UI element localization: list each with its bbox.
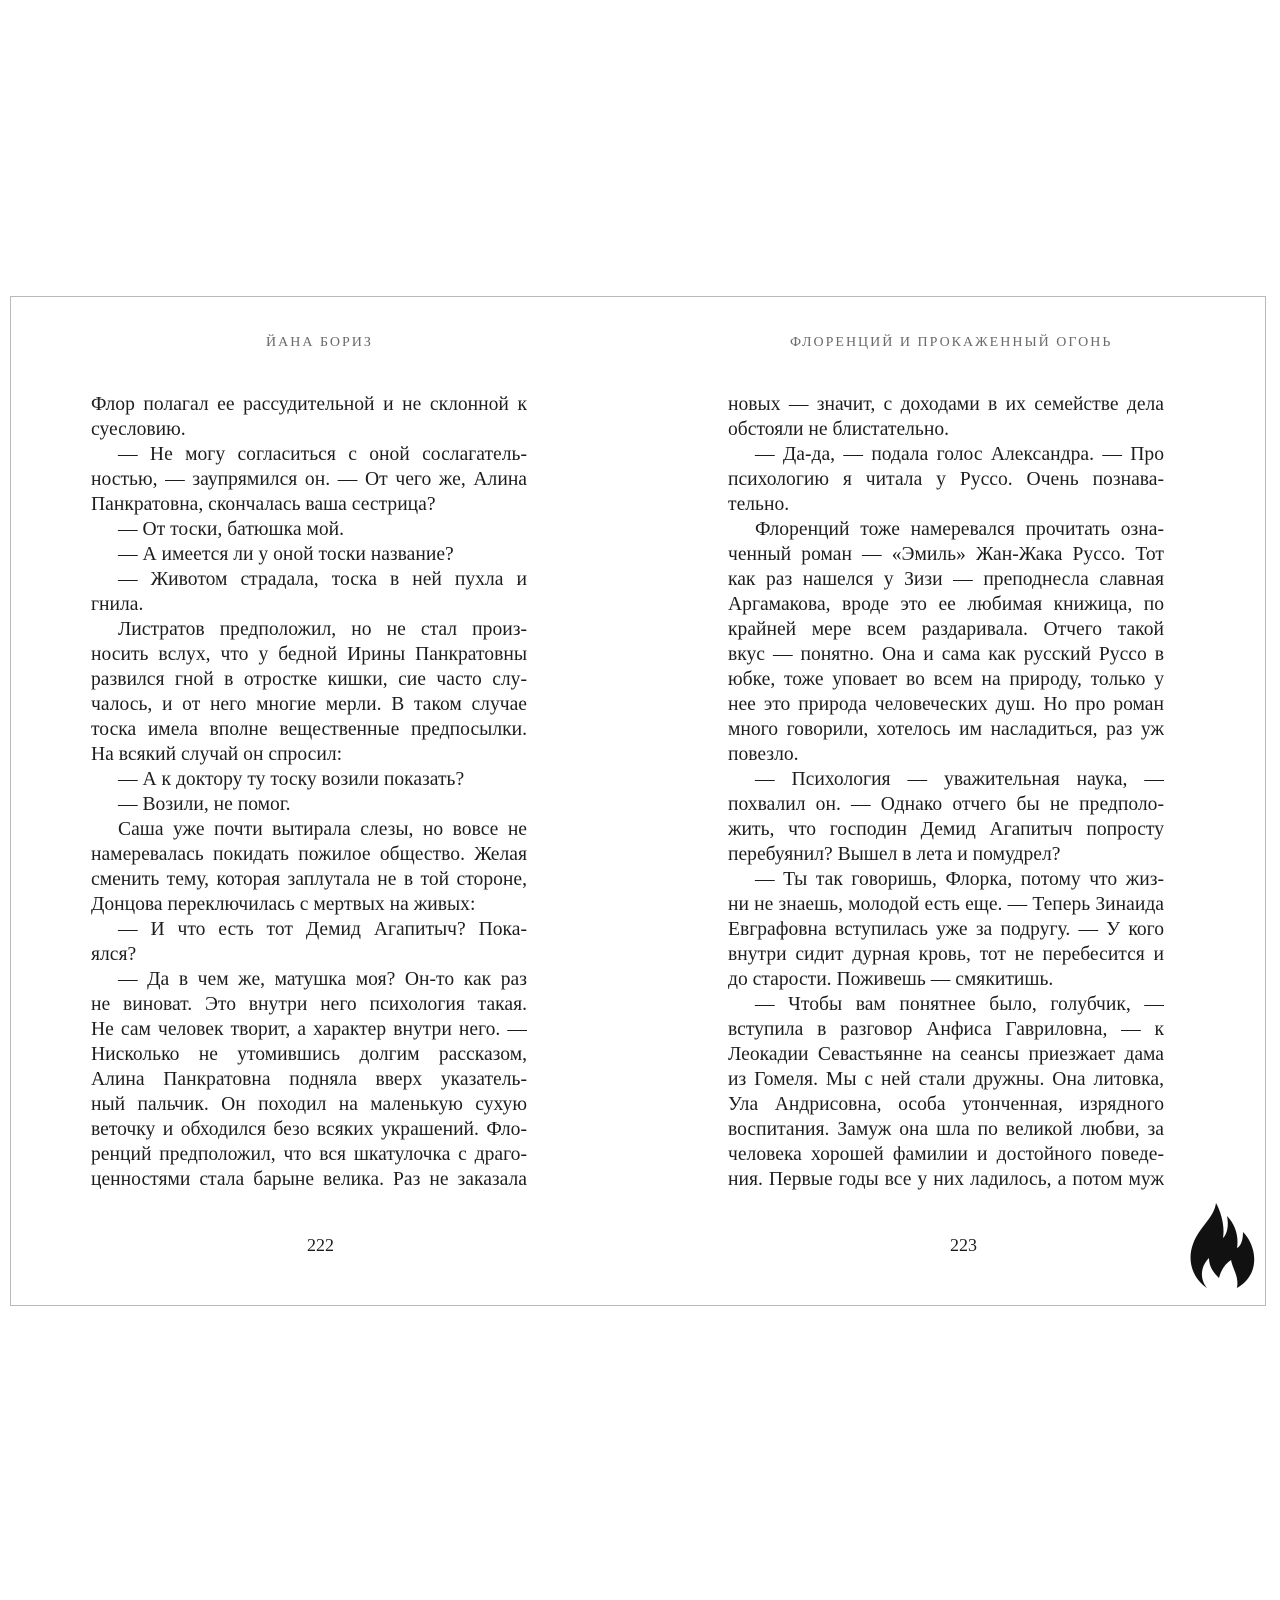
text-line: — Чтобы вам понятнее было, голубчик, — — [755, 994, 1164, 1015]
right-page-number: 223 — [950, 1235, 977, 1255]
text-line: Флор полагал ее рассудительной и не склонной к — [91, 394, 527, 415]
right-page-text — [728, 392, 1164, 1192]
text-line: Леокадии Севастьянне на сеансы приезжает дама — [728, 1044, 1164, 1065]
text-line: чалось, и от него многие мерли. В таком случае — [91, 694, 527, 715]
text-line: Евграфовна вступилась уже за подругу. — У кого — [728, 919, 1164, 940]
text-line: веточку и обходился безо всяких украшений. Фло- — [91, 1119, 527, 1140]
text-line: — Да в чем же, матушка моя? Он-то как раз — [118, 969, 527, 990]
text-line: — Животом страдала, тоска в ней пухла и — [118, 569, 527, 590]
text-line: Алина Панкратовна подняла вверх указатель- — [91, 1069, 527, 1090]
text-line: Флоренций тоже намеревался прочитать озна- — [755, 519, 1164, 540]
text-line: — И что есть тот Демид Агапитыч? Пока- — [118, 919, 527, 940]
text-line: ценностями стала барыне велика. Раз не заказала — [91, 1169, 527, 1190]
text-line: крайней мере всем раздаривала. Отчего такой — [728, 619, 1164, 640]
text-line: ченный роман — «Эмиль» Жан-Жака Руссо. Тот — [728, 544, 1164, 565]
text-line: вкус — понятно. Она и сама как русский Руссо в — [728, 644, 1164, 665]
text-line: ялся? — [91, 944, 137, 965]
text-line: суесловию. — [91, 419, 186, 440]
text-line: тоска имела вполне вещественные предпосылки. — [91, 719, 527, 740]
text-line: внутри сидит дурная кровь, тот не перебесится и — [728, 944, 1164, 965]
text-line: сменить тему, которая заплутала не в той стороне, — [91, 869, 527, 890]
text-line: носить вслух, что у бедной Ирины Панкратовны — [91, 644, 527, 665]
text-line: ния. Первые годы все у них ладилось, а потом муж — [728, 1169, 1164, 1190]
text-line: много говорили, хотелось им насладиться, раз уж — [728, 719, 1164, 740]
left-running-head: ЙАНА БОРИЗ — [266, 335, 373, 350]
text-line: ренций предположил, что вся шкатулочка с драго- — [91, 1144, 527, 1165]
text-line: повезло. — [728, 744, 799, 765]
text-line: из Гомеля. Мы с ней стали дружны. Она литовка, — [728, 1069, 1164, 1090]
text-line: — От тоски, батюшка мой. — [118, 519, 345, 540]
flame-icon — [1185, 1200, 1261, 1296]
text-line: психологию я читала у Руссо. Очень познава- — [728, 469, 1164, 490]
text-line: — Ты так говоришь, Флорка, потому что жиз- — [755, 869, 1164, 890]
text-line: тельно. — [728, 494, 790, 515]
text-line: до старости. Поживешь — смякитишь. — [728, 969, 1054, 990]
text-line: ный пальчик. Он походил на маленькую сухую — [91, 1094, 527, 1115]
text-line: — Возили, не помог. — [118, 794, 291, 815]
text-line: обстояли не блистательно. — [728, 419, 950, 440]
text-line: перебуянил? Вышел в лета и помудрел? — [728, 844, 1061, 865]
text-line: вступила в разговор Анфиса Гавриловна, — к — [728, 1019, 1164, 1040]
text-line: На всякий случай он спросил: — [91, 744, 343, 765]
text-line: — Не могу согласиться с оной сослагатель- — [118, 444, 527, 465]
right-running-head: ФЛОРЕНЦИЙ И ПРОКАЖЕННЫЙ ОГОНЬ — [790, 335, 1113, 350]
text-line: нее это природа человеческих душ. Но про роман — [728, 694, 1164, 715]
text-line: не виноват. Это внутри него психология такая. — [91, 994, 527, 1015]
text-line: жить, что господин Демид Агапитыч попросту — [728, 819, 1164, 840]
text-line: — А к доктору ту тоску возили показать? — [118, 769, 465, 790]
text-line: Аргамакова, вроде это ее любимая книжица, по — [728, 594, 1164, 615]
text-line: юбке, тоже уповает во всем на природу, только у — [728, 669, 1164, 690]
text-line: намеревалась покидать пожилое общество. Желая — [91, 844, 527, 865]
text-line: Панкратовна, скончалась ваша сестрица? — [91, 494, 436, 515]
text-line: воспитания. Замуж она шла по великой любви, за — [728, 1119, 1164, 1140]
text-line: Ула Андрисовна, особа утонченная, изрядного — [728, 1094, 1164, 1115]
text-line: Донцова переключилась с мертвых на живых: — [91, 894, 476, 915]
text-line: развился гной в отростке кишки, сие часто слу- — [91, 669, 527, 690]
text-line: — Психология — уважительная наука, — — [755, 769, 1164, 790]
text-line: человека хорошей фамилии и достойного поведе- — [728, 1144, 1164, 1165]
text-line: Листратов предположил, но не стал произ- — [118, 619, 527, 640]
text-line: похвалил он. — Однако отчего бы не предполо- — [728, 794, 1164, 815]
text-line: ностью, — заупрямился он. — От чего же, Алина — [91, 469, 527, 490]
text-line: Нисколько не утомившись долгим рассказом, — [91, 1044, 527, 1065]
text-line: Не сам человек творит, а характер внутри него. — — [91, 1019, 527, 1040]
text-line: как раз нашелся у Зизи — преподнесла славная — [728, 569, 1164, 590]
text-line: Саша уже почти вытирала слезы, но вовсе не — [118, 819, 527, 840]
left-page-number: 222 — [307, 1235, 334, 1255]
text-line: — А имеется ли у оной тоски название? — [118, 544, 454, 565]
text-line: ни не знаешь, молодой есть еще. — Теперь Зинаида — [728, 894, 1164, 915]
left-page-text — [91, 392, 527, 1192]
text-line: новых — значит, с доходами в их семействе дела — [728, 394, 1164, 415]
text-line: — Да-да, — подала голос Александра. — Про — [755, 444, 1164, 465]
text-line: гнила. — [91, 594, 144, 615]
